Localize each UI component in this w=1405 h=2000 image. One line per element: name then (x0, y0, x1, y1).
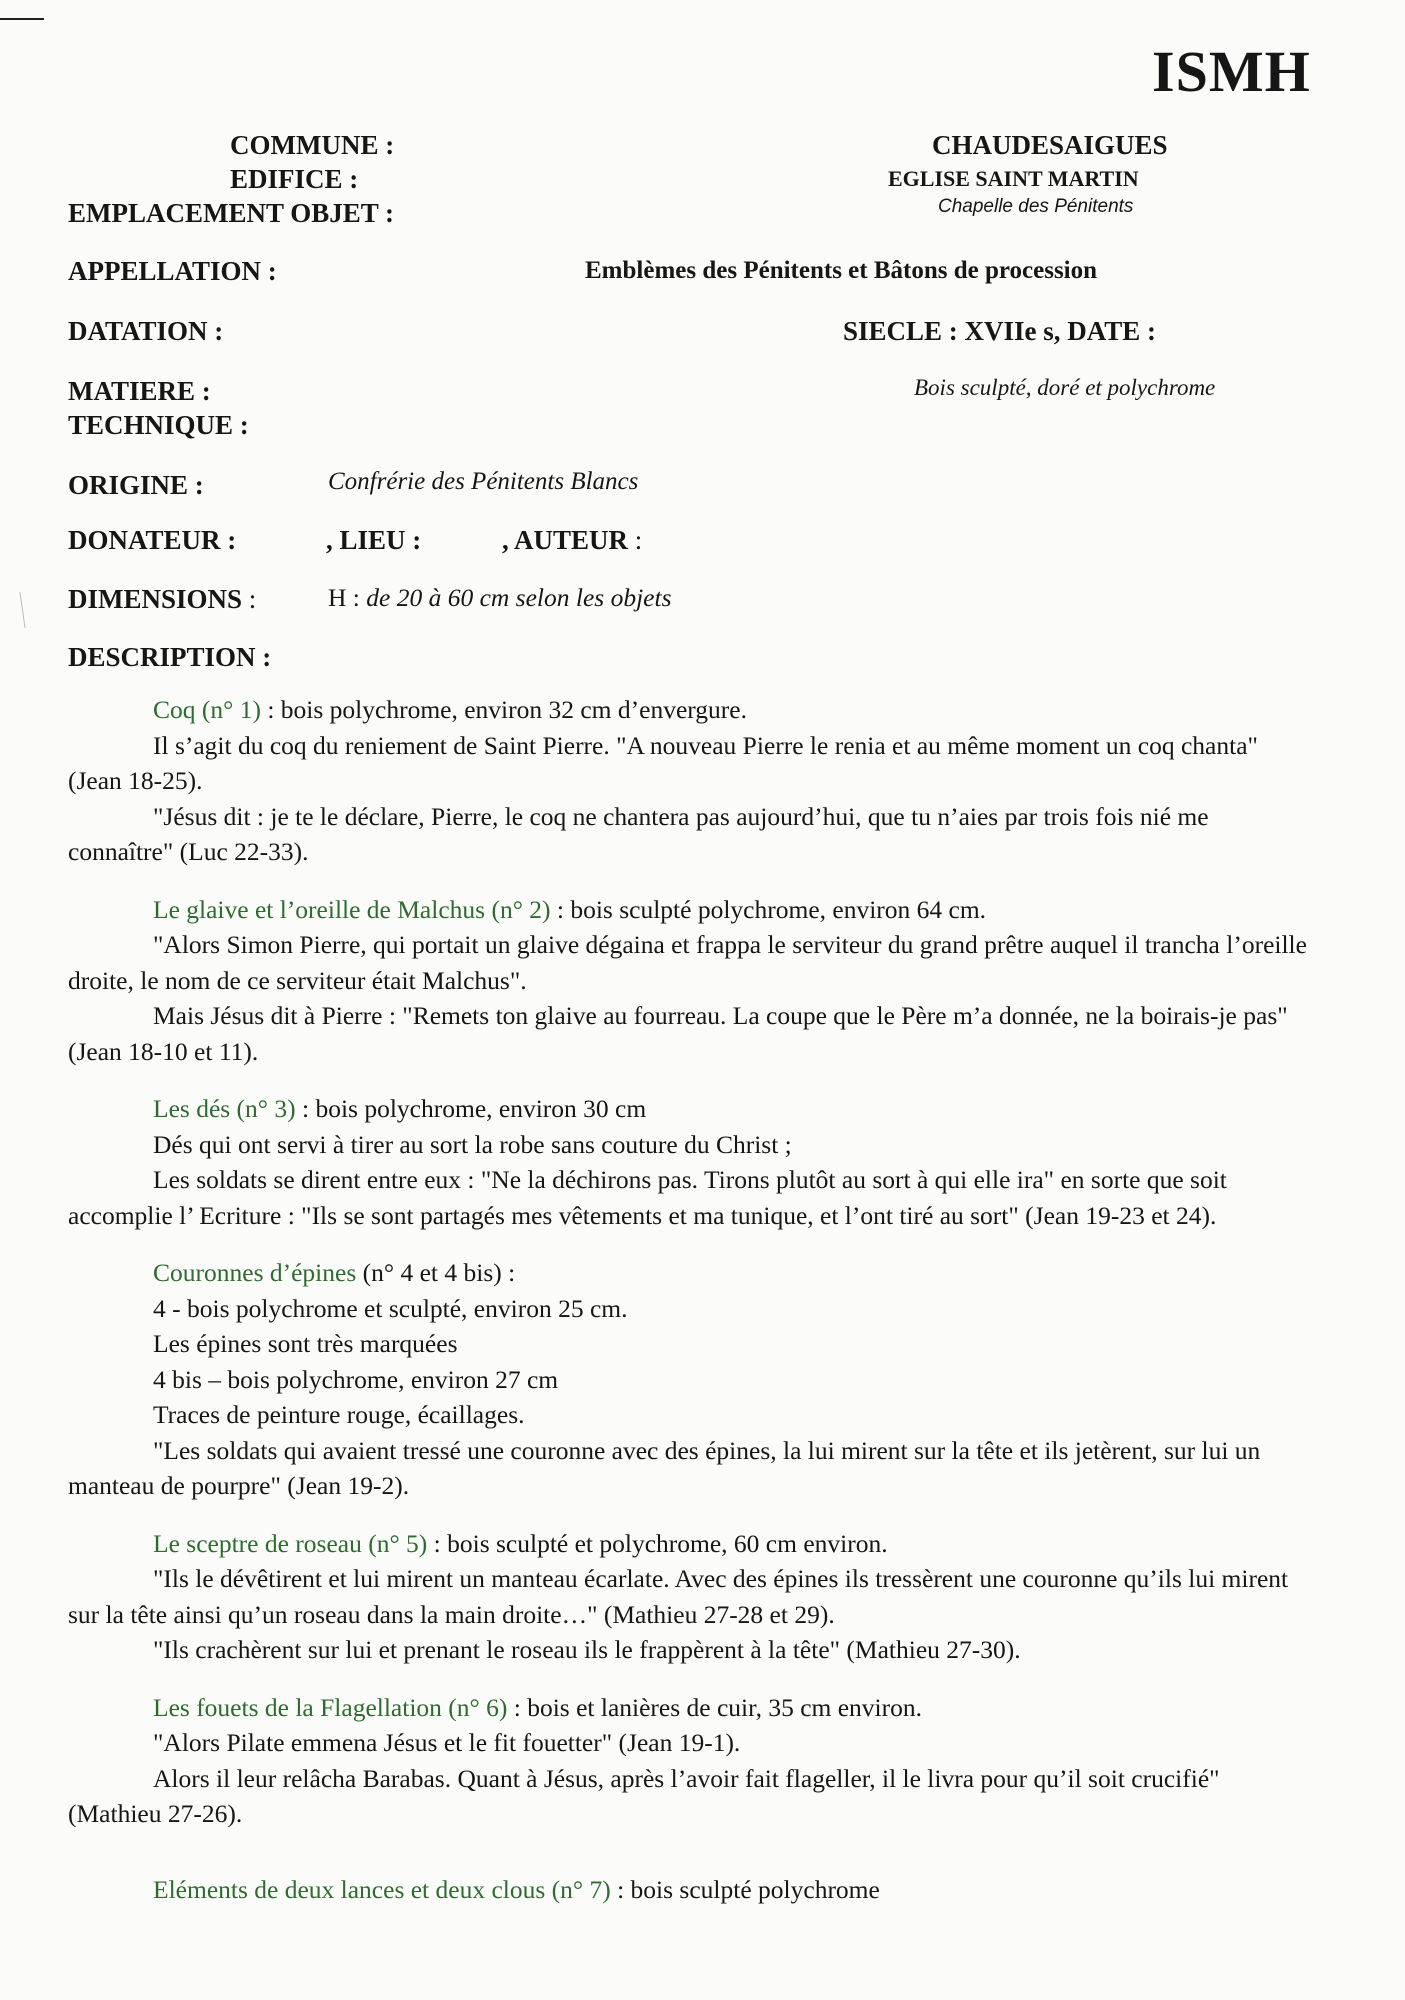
paragraph: "Alors Pilate emmena Jésus et le fit fouetter" (Jean 19-1). (153, 1728, 741, 1757)
coq-heading: Coq (n° 1) : bois polychrome, environ 32 cm d’envergure. (153, 695, 747, 724)
sceptre-heading: Le sceptre de roseau (n° 5) : bois sculpté et polychrome, 60 cm environ. (153, 1528, 888, 1558)
paragraph: "Jésus dit : je te le déclare, Pierre, le coq ne chantera pas aujourd’hui, que tu n’aies par trois fois nié me connaître" (Luc 22-33). (68, 801, 1209, 866)
technique-label: TECHNIQUE : (68, 410, 249, 440)
scan-mark (0, 18, 44, 20)
paragraph: Dés qui ont servi à tirer au sort la robe sans couture du Christ ; (153, 1129, 792, 1159)
description-body (68, 692, 1313, 1907)
glaive-heading: Le glaive et l’oreille de Malchus (n° 2) : bois sculpté polychrome, environ 64 cm. (153, 894, 987, 924)
emplacement-label: EMPLACEMENT OBJET : (68, 198, 395, 228)
paragraph: "Ils le dévêtirent et lui mirent un manteau écarlate. Avec des épines ils tressèrent une couronne qu’ils lui mirent sur la tête ainsi qu’un roseau dans la main droite…" (Mathieu 27-28 et 29). (68, 1564, 1289, 1629)
paragraph: "Ils crachèrent sur lui et prenant le roseau ils le frappèrent à la tête" (Mathieu 27-30). (153, 1635, 1021, 1664)
donateur-label: DONATEUR : (68, 525, 237, 555)
appellation-label: APPELLATION : (68, 256, 277, 286)
siecle-value: SIECLE : XVIIe s, DATE : (843, 316, 1157, 346)
ismh-logo: ISMH (1152, 39, 1311, 104)
dimensions-label: DIMENSIONS : (68, 584, 257, 614)
commune-label: COMMUNE : (230, 130, 395, 160)
lances-heading: Eléments de deux lances et deux clous (n° 7) : bois sculpté polychrome (153, 1874, 880, 1904)
appellation-value: Emblèmes des Pénitents et Bâtons de procession (585, 257, 1098, 284)
paragraph: 4 bis – bois polychrome, environ 27 cm (153, 1364, 559, 1394)
couronnes-heading: Couronnes d’épines (n° 4 et 4 bis) : (153, 1258, 516, 1287)
origine-value: Confrérie des Pénitents Blancs (328, 468, 639, 495)
lieu-label: , LIEU : (326, 525, 422, 555)
paragraph: Les épines sont très marquées (153, 1329, 458, 1358)
origine-label: ORIGINE : (68, 470, 204, 500)
des-heading: Les dés (n° 3) : bois polychrome, environ 30 cm (153, 1094, 647, 1123)
paragraph: Alors il leur relâcha Barabas. Quant à Jésus, après l’avoir fait flageller, il le livra pour qu’il soit crucifié" (Mathieu 27-26). (68, 1763, 1220, 1828)
matiere-label: MATIERE : (68, 376, 211, 406)
paragraph: Les soldats se dirent entre eux : "Ne la déchirons pas. Tirons plutôt au sort à qui elle ira" en sorte que soit accomplie l’ Ecriture : "Ils se sont partagés mes vêtements et ma tunique, et l’ont tiré au sort" (Jean 19-23 et 24). (68, 1165, 1227, 1230)
paragraph: Traces de peinture rouge, écaillages. (153, 1400, 525, 1429)
edifice-value: EGLISE SAINT MARTIN (888, 166, 1139, 191)
paragraph: "Alors Simon Pierre, qui portait un glaive dégaina et frappa le serviteur du grand prêtre auquel il trancha l’oreille droite, le nom de ce serviteur était Malchus". (68, 930, 1307, 995)
paragraph: Il s’agit du coq du reniement de Saint Pierre. "A nouveau Pierre le renia et au même moment un coq chanta" (Jean 18-25). (68, 730, 1258, 795)
edifice-label: EDIFICE : (230, 164, 359, 194)
fouets-heading: Les fouets de la Flagellation (n° 6) : bois et lanières de cuir, 35 cm environ. (153, 1692, 923, 1722)
datation-label: DATATION : (68, 316, 224, 346)
dimensions-value: H : de 20 à 60 cm selon les objets (328, 583, 672, 612)
paragraph: 4 - bois polychrome et sculpté, environ 25 cm. (153, 1293, 628, 1323)
commune-value: CHAUDESAIGUES (932, 130, 1168, 160)
description-label: DESCRIPTION : (68, 642, 272, 672)
emplacement-value: Chapelle des Pénitents (938, 196, 1134, 217)
paragraph: "Les soldats qui avaient tressé une couronne avec des épines, la lui mirent sur la tête et ils jetèrent, sur lui un manteau de pourpre" (Jean 19-2). (68, 1435, 1261, 1500)
auteur-label: , AUTEUR : (502, 525, 643, 555)
paragraph: Mais Jésus dit à Pierre : "Remets ton glaive au fourreau. La coupe que le Père m’a donnée, ne la boirais-je pas" (Jean 18-10 et 11). (68, 1001, 1288, 1066)
matiere-value: Bois sculpté, doré et polychrome (914, 375, 1216, 400)
scan-mark (19, 592, 25, 628)
